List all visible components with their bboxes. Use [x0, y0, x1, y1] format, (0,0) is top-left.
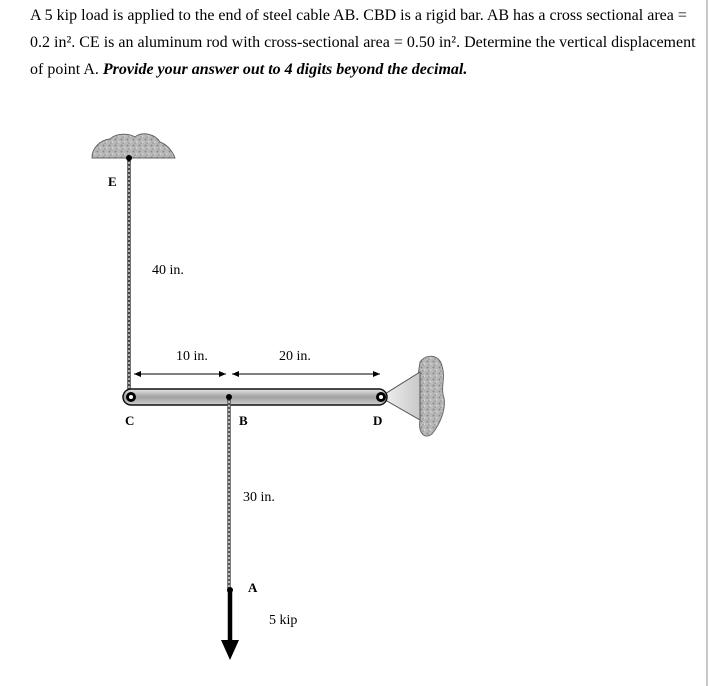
- dim-cable-ab-length: 30 in.: [243, 490, 275, 505]
- dim-arrow-b-right: [232, 371, 239, 377]
- label-point-c: C: [125, 413, 135, 428]
- pin-c-center: [129, 395, 133, 399]
- load-label: 5 kip: [269, 613, 298, 628]
- dim-cb-length: 10 in.: [176, 349, 208, 364]
- problem-emphasis: Provide your answer out to 4 digits beyond the decimal.: [102, 61, 468, 78]
- label-point-e: E: [108, 174, 117, 189]
- dim-bd-length: 20 in.: [279, 349, 311, 364]
- label-point-b: B: [239, 413, 248, 428]
- dim-arrow-b-left: [219, 371, 226, 377]
- pin-e: [126, 155, 132, 161]
- load-arrow-head: [221, 640, 239, 660]
- point-a-marker: [227, 587, 233, 593]
- dim-arrow-c: [134, 371, 141, 377]
- pin-b: [226, 394, 232, 400]
- problem-text: A 5 kip load is applied to the end of steel cable AB. CBD is a rigid bar. AB has a cross sectional area = 0.2 in². CE is an aluminum rod with cross-sectional area = 0.50 in². Determine the vertical displacement of point A.: [30, 7, 696, 78]
- wall-support: [418, 356, 444, 436]
- dim-rod-ce-length: 40 in.: [152, 263, 184, 278]
- dim-arrow-d: [373, 371, 380, 377]
- label-point-a: A: [248, 580, 258, 595]
- ceiling-support: [92, 134, 175, 158]
- label-point-d: D: [373, 413, 383, 428]
- pin-d-center: [379, 395, 383, 399]
- rigid-bar-cbd: [123, 389, 387, 405]
